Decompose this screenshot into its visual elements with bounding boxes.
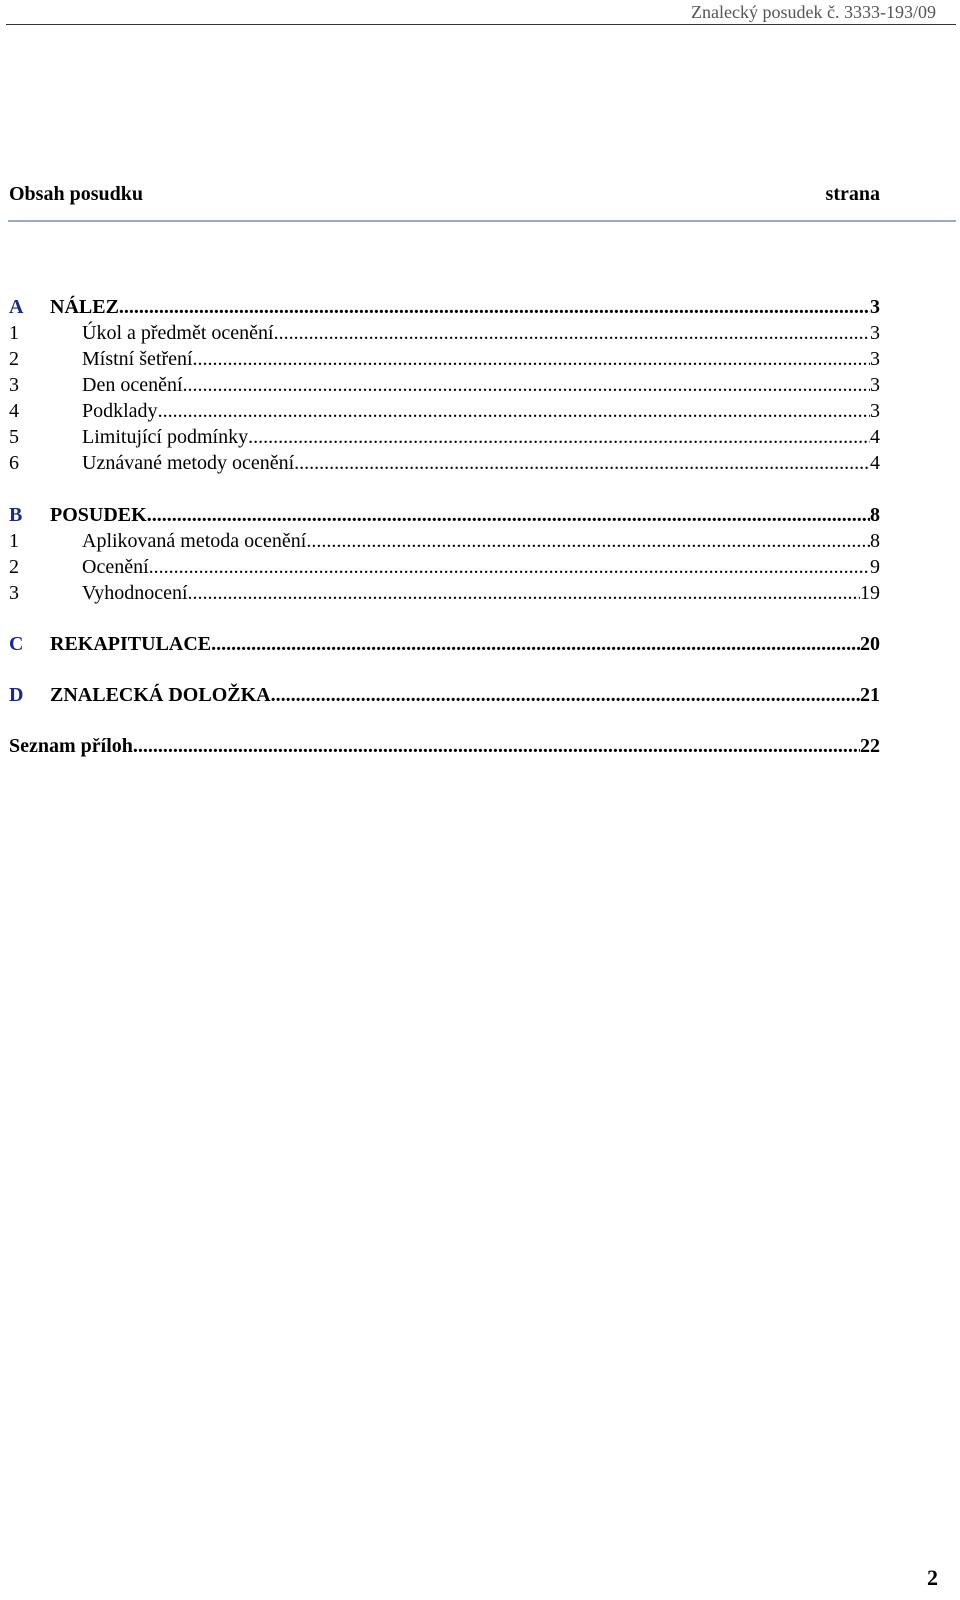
toc-entry-mistni-setreni[interactable] xyxy=(9,346,880,372)
toc-entry-number: 2 xyxy=(9,556,19,578)
toc-entry-number: 5 xyxy=(9,426,19,448)
toc-entry-label: Vyhodnocení xyxy=(82,582,188,604)
toc-entry-page: 19 xyxy=(860,582,880,604)
toc-dot-leader xyxy=(248,424,870,450)
toc-entry-label: Místní šetření xyxy=(82,348,193,370)
toc-dot-leader xyxy=(271,682,860,708)
toc-entry-label: POSUDEK xyxy=(50,504,147,526)
toc-entry-number: 3 xyxy=(9,582,19,604)
toc-entry-a-nalez[interactable] xyxy=(9,294,880,320)
toc-entry-label: Aplikovaná metoda ocenění xyxy=(82,530,307,552)
toc-entry-label: Podklady xyxy=(82,400,158,422)
toc-entry-aplikovana-metoda[interactable] xyxy=(9,528,880,554)
toc-entry-label: NÁLEZ xyxy=(50,296,119,318)
toc-entry-uznavane-metody[interactable] xyxy=(9,450,880,476)
toc-entry-page: 20 xyxy=(860,633,880,655)
toc-dot-leader xyxy=(149,554,870,580)
page-number: 2 xyxy=(927,1565,938,1590)
toc-entry-page: 8 xyxy=(870,530,880,552)
toc-entry-number: A xyxy=(9,296,24,318)
toc-dot-leader xyxy=(183,372,870,398)
toc-entry-label: Úkol a předmět ocenění xyxy=(82,322,274,344)
toc-entry-number: 2 xyxy=(9,348,19,370)
toc-entry-number: C xyxy=(9,633,24,655)
toc-entry-limitujici-podminky[interactable] xyxy=(9,424,880,450)
toc-entry-den-oceneni[interactable] xyxy=(9,372,880,398)
toc-entry-page: 22 xyxy=(860,735,880,757)
toc-entry-page: 3 xyxy=(870,374,880,396)
toc-entry-c-rekapitulace[interactable] xyxy=(9,631,880,657)
toc-entry-page: 3 xyxy=(870,296,880,318)
toc-page-column-label: strana xyxy=(825,183,880,205)
toc-dot-leader xyxy=(158,398,870,424)
toc-entry-label: REKAPITULACE xyxy=(50,633,212,655)
toc-entry-ukol[interactable] xyxy=(9,320,880,346)
toc-entry-number: 4 xyxy=(9,400,19,422)
toc-dot-leader xyxy=(294,450,870,476)
toc-entry-label: Den ocenění xyxy=(82,374,183,396)
toc-entry-oceneni[interactable] xyxy=(9,554,880,580)
toc-dot-leader xyxy=(193,346,870,372)
toc-entry-page: 4 xyxy=(870,452,880,474)
toc-entry-page: 4 xyxy=(870,426,880,448)
toc-entry-number: 6 xyxy=(9,452,19,474)
toc-dot-leader xyxy=(147,502,870,528)
toc-entry-label: Ocenění xyxy=(82,556,149,578)
toc-entry-page: 3 xyxy=(870,348,880,370)
toc-dot-leader xyxy=(188,580,860,606)
toc-entry-page: 3 xyxy=(870,400,880,422)
page-header-text: Znalecký posudek č. 3333-193/09 xyxy=(691,2,936,22)
toc-entry-page: 8 xyxy=(870,504,880,526)
toc-entry-number: 3 xyxy=(9,374,19,396)
toc-dot-leader xyxy=(274,320,870,346)
toc-entry-page: 3 xyxy=(870,322,880,344)
toc-entry-label: Seznam příloh xyxy=(9,735,133,757)
toc-entry-podklady[interactable] xyxy=(9,398,880,424)
toc-entry-page: 21 xyxy=(860,684,880,706)
toc-entry-number: 1 xyxy=(9,322,19,344)
toc-entry-label: Limitující podmínky xyxy=(82,426,249,448)
toc-entry-d-znalecka-dolozka[interactable] xyxy=(9,682,880,708)
toc-title: Obsah posudku xyxy=(9,183,143,205)
toc-dot-leader xyxy=(211,631,860,657)
toc-entry-seznam-priloh[interactable] xyxy=(9,733,880,759)
toc-dot-leader xyxy=(119,294,870,320)
toc-entry-number: B xyxy=(9,504,23,526)
toc-dot-leader xyxy=(306,528,870,554)
toc-entry-number: D xyxy=(9,684,24,706)
toc-entry-page: 9 xyxy=(870,556,880,578)
toc-entry-number: 1 xyxy=(9,530,19,552)
toc-dot-leader xyxy=(133,733,860,759)
toc-entry-b-posudek[interactable] xyxy=(9,502,880,528)
toc-entry-label: Uznávané metody ocenění xyxy=(82,452,295,474)
toc-entry-label: ZNALECKÁ DOLOŽKA xyxy=(50,684,271,706)
toc-entry-vyhodnoceni[interactable] xyxy=(9,580,880,606)
